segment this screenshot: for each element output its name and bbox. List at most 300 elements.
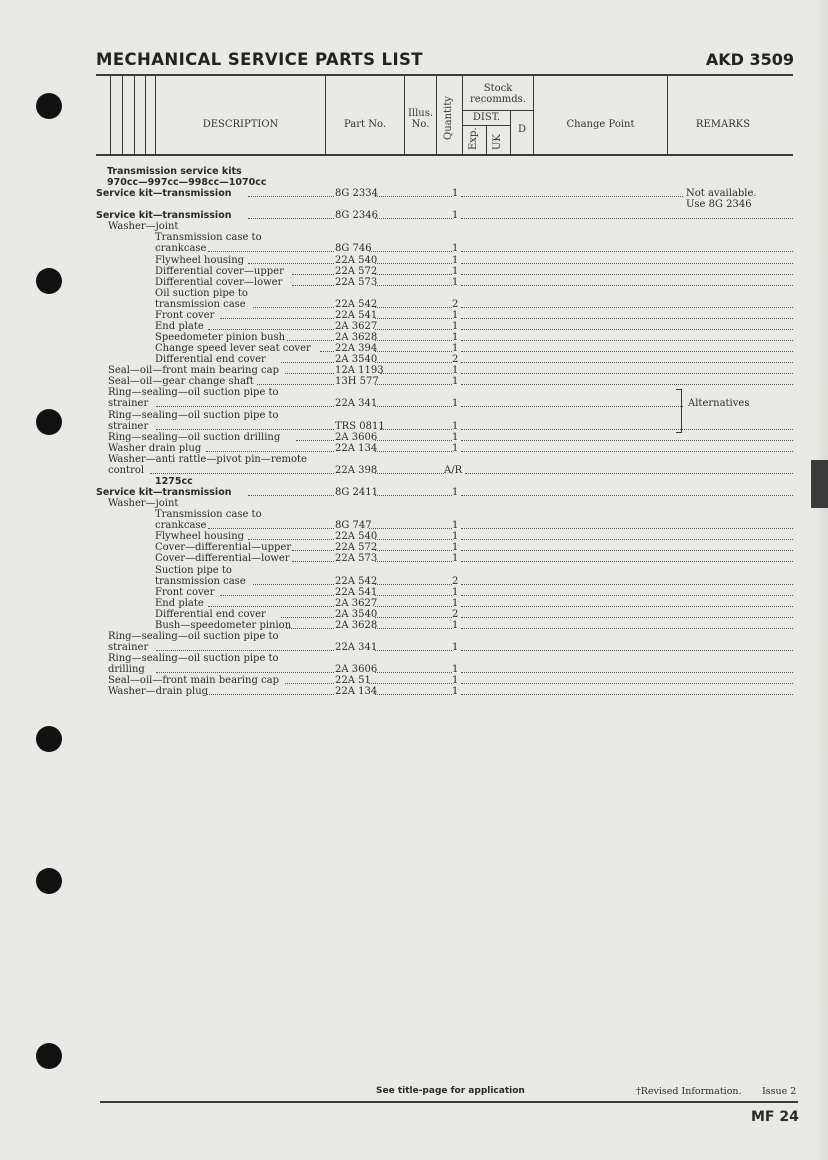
column-divider: [134, 76, 135, 154]
leader-dots: [248, 218, 334, 219]
table-row: [0, 332, 828, 343]
row-quantity: 1: [452, 255, 459, 266]
table-row: [0, 354, 828, 365]
uk-header: UK: [492, 134, 503, 150]
row-part-number: 2A 3628: [335, 620, 378, 631]
leader-dots: [375, 362, 452, 363]
row-quantity: 1: [452, 188, 459, 199]
leader-dots: [150, 473, 334, 474]
leader-dots: [292, 550, 334, 551]
row-part-number: 22A 541: [335, 587, 378, 598]
alternatives-bracket: [676, 389, 682, 433]
leader-dots: [292, 285, 334, 286]
row-part-number: 22A 134: [335, 443, 378, 454]
application-note: See title-page for application: [376, 1086, 525, 1096]
row-part-number: 22A 541: [335, 310, 378, 321]
leader-dots: [208, 329, 334, 330]
column-divider: [325, 76, 326, 154]
dist-header: DIST.: [472, 112, 501, 123]
leader-dots: [461, 617, 793, 618]
leader-dots: [156, 429, 334, 430]
exp-header: Exp.: [468, 127, 479, 150]
row-description: Seal—oil—gear change shaft: [108, 376, 254, 387]
leader-dots: [320, 351, 334, 352]
row-part-number: 8G 2346: [335, 210, 378, 221]
row-part-number: 22A 398: [335, 465, 378, 476]
leader-dots: [461, 595, 793, 596]
leader-dots: [248, 495, 334, 496]
leader-dots: [461, 584, 793, 585]
row-description: Ring—sealing—oil suction pipe to: [108, 387, 279, 398]
row-quantity: 1: [452, 620, 459, 631]
leader-dots: [375, 451, 452, 452]
table-row: [0, 376, 828, 387]
row-quantity: 1: [452, 432, 459, 443]
row-description: 1275cc: [155, 476, 193, 487]
leader-dots: [281, 617, 334, 618]
column-divider: [436, 76, 437, 154]
table-row: [0, 387, 828, 398]
leader-dots: [253, 584, 334, 585]
row-description: crankcase: [155, 520, 207, 531]
row-description: Differential cover—upper: [155, 266, 284, 277]
row-remark: Use 8G 2346: [686, 199, 752, 210]
leader-dots: [461, 528, 793, 529]
table-row: [0, 498, 828, 509]
row-part-number: 2A 3627: [335, 321, 378, 332]
leader-dots: [285, 373, 334, 374]
row-part-number: 2A 3540: [335, 609, 378, 620]
leader-dots: [257, 384, 334, 385]
row-part-number: 2A 3628: [335, 332, 378, 343]
leader-dots: [375, 384, 452, 385]
leader-dots: [156, 406, 334, 407]
row-part-number: 22A 134: [335, 686, 378, 697]
row-description: transmission case: [155, 299, 246, 310]
row-description: Washer—joint: [108, 221, 179, 232]
leader-dots: [208, 606, 334, 607]
column-divider: [667, 76, 668, 154]
row-description: Washer—drain plug: [108, 686, 209, 697]
row-part-number: 2A 3540: [335, 354, 378, 365]
illus-header-line2: No.: [411, 119, 430, 130]
table-row: [0, 166, 828, 177]
table-row: [0, 288, 828, 299]
leader-dots: [220, 595, 334, 596]
table-row: [0, 199, 828, 210]
table-row: [0, 664, 828, 675]
table-row: [0, 653, 828, 664]
row-quantity: 1: [452, 642, 459, 653]
leader-dots: [461, 274, 793, 275]
row-part-number: 22A 572: [335, 266, 378, 277]
row-description: Flywheel housing: [155, 255, 245, 266]
row-description: Front cover: [155, 587, 215, 598]
leader-dots: [461, 384, 793, 385]
leader-dots: [461, 539, 793, 540]
table-row: [0, 232, 828, 243]
leader-dots: [208, 251, 334, 252]
leader-dots: [461, 561, 793, 562]
row-quantity: 1: [452, 243, 459, 254]
leader-dots: [375, 495, 452, 496]
row-description: crankcase: [155, 243, 207, 254]
table-row: [0, 398, 828, 409]
leader-dots: [375, 340, 452, 341]
row-part-number: 22A 573: [335, 553, 378, 564]
table-row: [0, 410, 828, 421]
row-part-number: 2A 3627: [335, 598, 378, 609]
leader-dots: [461, 351, 793, 352]
row-description: Differential end cover: [155, 609, 266, 620]
row-description: Washer—joint: [108, 498, 179, 509]
row-description: strainer: [108, 642, 149, 653]
leader-dots: [285, 683, 334, 684]
leader-dots: [206, 694, 334, 695]
leader-dots: [375, 650, 452, 651]
row-description: Washer—anti rattle—pivot pin—remote: [108, 454, 307, 465]
leader-dots: [369, 251, 452, 252]
row-description: End plate: [155, 598, 204, 609]
leader-dots: [375, 561, 452, 562]
binder-hole: [36, 93, 62, 119]
table-row: [0, 421, 828, 432]
binder-hole: [36, 1043, 62, 1069]
stock-divider: [462, 110, 533, 111]
column-divider: [145, 76, 146, 154]
row-part-number: 22A 573: [335, 277, 378, 288]
leader-dots: [253, 307, 334, 308]
leader-dots: [375, 584, 452, 585]
remarks-header: REMARKS: [695, 119, 751, 130]
column-divider: [486, 125, 487, 154]
leader-dots: [375, 307, 452, 308]
row-part-number: 13H 577: [335, 376, 379, 387]
row-quantity: 1: [452, 443, 459, 454]
leader-dots: [461, 218, 793, 219]
row-part-number: 22A 341: [335, 398, 378, 409]
row-description: Transmission case to: [155, 509, 262, 520]
table-row: [0, 277, 828, 288]
table-row: [0, 598, 828, 609]
row-quantity: 1: [452, 553, 459, 564]
row-quantity: 2: [452, 354, 459, 365]
row-part-number: 22A 572: [335, 542, 378, 553]
row-quantity: A/R: [444, 465, 463, 476]
table-row: [0, 255, 828, 266]
row-remark: Alternatives: [688, 398, 750, 409]
leader-dots: [375, 539, 452, 540]
leader-dots: [380, 429, 452, 430]
row-part-number: 8G 747: [335, 520, 372, 531]
table-row: [0, 177, 828, 188]
leader-dots: [461, 285, 793, 286]
row-description: Seal—oil—front main bearing cap: [108, 365, 279, 376]
leader-dots: [461, 451, 793, 452]
revised-information-note: †Revised Information.: [636, 1086, 742, 1097]
table-row: [0, 365, 828, 376]
row-description: strainer: [108, 421, 149, 432]
row-description: Flywheel housing: [155, 531, 245, 542]
table-row: [0, 509, 828, 520]
leader-dots: [220, 318, 334, 319]
quantity-header: Quantity: [443, 96, 454, 140]
leader-dots: [465, 473, 793, 474]
table-row: [0, 675, 828, 686]
leader-dots: [281, 362, 334, 363]
row-part-number: TRS 0811: [335, 421, 385, 432]
row-description: Service kit—transmission: [96, 188, 232, 199]
table-row: [0, 487, 828, 498]
row-quantity: 1: [452, 664, 459, 675]
row-part-number: 22A 51: [335, 675, 371, 686]
leader-dots: [375, 196, 452, 197]
table-row: [0, 321, 828, 332]
leader-dots: [375, 672, 452, 673]
row-description: Differential end cover: [155, 354, 266, 365]
row-quantity: 1: [452, 675, 459, 686]
row-quantity: 1: [452, 686, 459, 697]
row-quantity: 1: [452, 587, 459, 598]
leader-dots: [375, 694, 452, 695]
document-code: AKD 3509: [705, 50, 794, 69]
leader-dots: [375, 617, 452, 618]
table-row: [0, 620, 828, 631]
leader-dots: [461, 373, 793, 374]
leader-dots: [461, 694, 793, 695]
table-row: [0, 310, 828, 321]
row-part-number: 8G 746: [335, 243, 372, 254]
row-part-number: 8G 2411: [335, 487, 378, 498]
leader-dots: [375, 550, 452, 551]
row-description: drilling: [108, 664, 145, 675]
table-row: [0, 686, 828, 697]
table-row: [0, 587, 828, 598]
row-quantity: 1: [452, 421, 459, 432]
leader-dots: [369, 528, 452, 529]
leader-dots: [375, 263, 452, 264]
leader-dots: [369, 683, 452, 684]
leader-dots: [375, 329, 452, 330]
row-part-number: 2A 3606: [335, 664, 378, 675]
table-row: [0, 609, 828, 620]
issue-number: Issue 2: [762, 1086, 797, 1097]
leader-dots: [287, 628, 334, 629]
row-description: Differential cover—lower: [155, 277, 283, 288]
table-row: [0, 642, 828, 653]
leader-dots: [461, 429, 793, 430]
leader-dots: [461, 628, 793, 629]
leader-dots: [461, 263, 793, 264]
table-row: [0, 432, 828, 443]
row-description: Cover—differential—lower: [155, 553, 290, 564]
leader-dots: [156, 672, 334, 673]
row-description: Transmission case to: [155, 232, 262, 243]
leader-dots: [375, 628, 452, 629]
leader-dots: [375, 406, 452, 407]
leader-dots: [292, 274, 334, 275]
row-quantity: 1: [452, 321, 459, 332]
row-part-number: 22A 341: [335, 642, 378, 653]
row-part-number: 22A 394: [335, 343, 378, 354]
leader-dots: [375, 318, 452, 319]
row-part-number: 8G 2334: [335, 188, 378, 199]
part-no-header: Part No.: [344, 119, 386, 130]
leader-dots: [375, 285, 452, 286]
leader-dots: [380, 373, 452, 374]
row-description: Cover—differential—upper: [155, 542, 292, 553]
row-quantity: 1: [452, 343, 459, 354]
leader-dots: [461, 196, 683, 197]
table-row: [0, 553, 828, 564]
column-divider: [155, 76, 156, 154]
row-quantity: 1: [452, 210, 459, 221]
leader-dots: [375, 440, 452, 441]
table-row: [0, 476, 828, 487]
page-number: MF 24: [751, 1109, 799, 1125]
leader-dots: [461, 307, 793, 308]
row-description: transmission case: [155, 576, 246, 587]
row-remark: Not available.: [686, 188, 757, 199]
row-description: Service kit—transmission: [96, 210, 232, 221]
row-quantity: 2: [452, 299, 459, 310]
leader-dots: [248, 539, 334, 540]
leader-dots: [375, 595, 452, 596]
row-part-number: 22A 542: [335, 299, 378, 310]
row-description: Ring—sealing—oil suction drilling: [108, 432, 281, 443]
leader-dots: [156, 650, 334, 651]
row-description: Oil suction pipe to: [155, 288, 248, 299]
table-row: [0, 299, 828, 310]
row-quantity: 1: [452, 531, 459, 542]
row-description: Front cover: [155, 310, 215, 321]
leader-dots: [287, 340, 334, 341]
table-row: [0, 343, 828, 354]
leader-dots: [461, 672, 793, 673]
row-description: Ring—sealing—oil suction pipe to: [108, 410, 279, 421]
row-quantity: 1: [452, 332, 459, 343]
leader-dots: [206, 451, 334, 452]
table-row: [0, 631, 828, 642]
stock-header-line1: Stock: [483, 83, 513, 94]
leader-dots: [461, 340, 793, 341]
row-quantity: 1: [452, 266, 459, 277]
row-description: Washer drain plug: [108, 443, 202, 454]
row-description: End plate: [155, 321, 204, 332]
row-quantity: 1: [452, 277, 459, 288]
page-title: MECHANICAL SERVICE PARTS LIST: [96, 50, 423, 69]
row-description: Speedometer pinion bush: [155, 332, 286, 343]
row-quantity: 1: [452, 542, 459, 553]
leader-dots: [461, 251, 793, 252]
leader-dots: [461, 440, 793, 441]
leader-dots: [296, 440, 334, 441]
leader-dots: [461, 683, 793, 684]
binder-hole: [36, 726, 62, 752]
leader-dots: [461, 550, 793, 551]
table-row: [0, 542, 828, 553]
row-part-number: 22A 542: [335, 576, 378, 587]
table-row: [0, 520, 828, 531]
row-description: Service kit—transmission: [96, 487, 232, 498]
change-point-header: Change Point: [566, 119, 635, 130]
row-description: strainer: [108, 398, 149, 409]
row-description: Ring—sealing—oil suction pipe to: [108, 631, 279, 642]
leader-dots: [375, 351, 452, 352]
row-quantity: 1: [452, 487, 459, 498]
table-row: [0, 188, 828, 199]
leader-dots: [461, 329, 793, 330]
footer-rule: [100, 1101, 798, 1103]
row-quantity: 1: [452, 365, 459, 376]
row-description: Change speed lever seat cover: [155, 343, 311, 354]
leader-dots: [292, 561, 334, 562]
leader-dots: [375, 606, 452, 607]
row-quantity: 1: [452, 376, 459, 387]
table-row: [0, 266, 828, 277]
leader-dots: [248, 196, 334, 197]
table-row: [0, 576, 828, 587]
row-quantity: 2: [452, 609, 459, 620]
table-row: [0, 221, 828, 232]
leader-dots: [375, 473, 444, 474]
row-quantity: 1: [452, 598, 459, 609]
row-description: 970cc—997cc—998cc—1070cc: [107, 177, 267, 188]
table-row: [0, 531, 828, 542]
row-description: Bush—speedometer pinion: [155, 620, 292, 631]
leader-dots: [208, 528, 334, 529]
row-part-number: 12A 1193: [335, 365, 384, 376]
leader-dots: [461, 362, 793, 363]
d-header: D: [517, 124, 527, 135]
table-row: [0, 465, 828, 476]
table-row: [0, 565, 828, 576]
leader-dots: [461, 606, 793, 607]
leader-dots: [461, 406, 683, 407]
column-divider: [110, 76, 111, 154]
table-row: [0, 443, 828, 454]
row-part-number: 22A 540: [335, 531, 378, 542]
leader-dots: [375, 218, 452, 219]
row-description: control: [108, 465, 145, 476]
table-row: [0, 243, 828, 254]
row-part-number: 2A 3606: [335, 432, 378, 443]
leader-dots: [375, 274, 452, 275]
column-divider: [533, 76, 534, 154]
row-quantity: 1: [452, 310, 459, 321]
column-divider: [122, 76, 123, 154]
row-quantity: 1: [452, 398, 459, 409]
description-header: DESCRIPTION: [202, 119, 279, 130]
leader-dots: [461, 495, 793, 496]
row-description: Suction pipe to: [155, 565, 232, 576]
table-row: [0, 210, 828, 221]
header-top-rule: [96, 74, 793, 76]
binder-hole: [36, 868, 62, 894]
table-row: [0, 454, 828, 465]
illus-header-line1: Illus.: [407, 108, 434, 119]
leader-dots: [461, 650, 793, 651]
row-description: Transmission service kits: [107, 166, 242, 177]
row-description: Seal—oil—front main bearing cap: [108, 675, 279, 686]
row-quantity: 2: [452, 576, 459, 587]
header-bottom-rule: [96, 154, 793, 156]
leader-dots: [461, 318, 793, 319]
leader-dots: [248, 263, 334, 264]
row-description: Ring—sealing—oil suction pipe to: [108, 653, 279, 664]
row-part-number: 22A 540: [335, 255, 378, 266]
stock-header-line2: recommds.: [470, 94, 526, 105]
